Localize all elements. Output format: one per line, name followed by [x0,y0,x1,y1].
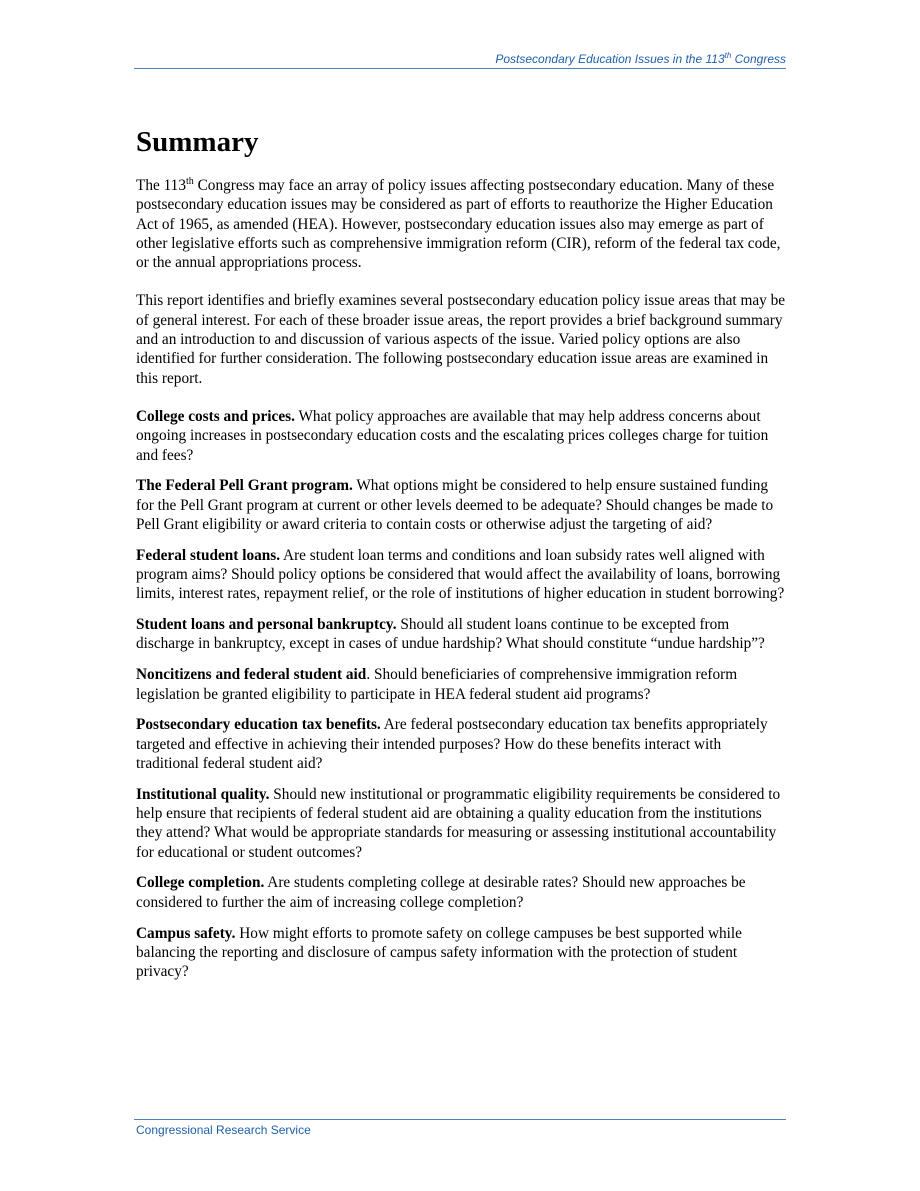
issue-text: Should all student loans continue to be excepted from discharge in bankruptcy, except in cases of undue hardship? What should constitute “undue hardship”? [136,616,765,653]
issue-paragraph [136,924,786,982]
issue-paragraph [136,785,786,862]
issue-text: Should new institutional or programmatic eligibility requirements be considered to help ensure that recipients of federal student aid are obtaining a quality education from the institutions they attend? What would be appropriate standards for measuring or assessing institutional accountability for educational or student outcomes? [136,785,781,861]
issue-paragraph [136,873,786,912]
issue-title: College costs and prices. [136,407,295,425]
intro-paragraph-1 [136,176,786,272]
summary-body [136,176,786,993]
issue-title: Institutional quality. [136,785,270,803]
issue-title: The Federal Pell Grant program. [136,477,353,495]
intro-paragraph-1-start: The 113 [136,177,186,194]
issue-text: . Should beneficiaries of comprehensive immigration reform legislation be granted eligibility to participate in HEA federal student aid programs? [136,666,738,703]
intro-paragraph-1-rest: Congress may face an array of policy issues affecting postsecondary education. Many of these postsecondary education issues may be considered as part of efforts to reauthorize the Higher Education Act of 1965, as amended (HEA). However, postsecondary education issues also may emerge as part of other legislative efforts such as comprehensive immigration reform (CIR), reform of the federal tax code, or the annual appropriations process. [136,177,781,272]
issue-paragraph [136,715,786,773]
issue-paragraph [136,546,786,604]
issue-text: How might efforts to promote safety on college campuses be best supported while balancing the reporting and disclosure of campus safety information with the protection of student privacy? [136,924,742,981]
intro-paragraph-1-superscript: th [185,175,194,187]
issue-title: Student loans and personal bankruptcy. [136,616,397,634]
issue-title: Campus safety. [136,924,236,942]
issue-paragraph [136,476,786,534]
running-header [134,52,786,67]
issue-text: Are student loan terms and conditions and loan subsidy rates well aligned with program aims? Should policy options be considered that would affect the availability of loans, borrowing limits, interest rates, repayment relief, or the role of institutions of higher education in student borrowing? [136,546,785,603]
issue-paragraph [136,407,786,465]
running-header-text: Postsecondary Education Issues in the 113 [495,52,725,66]
issue-title: College completion. [136,874,265,892]
footer-rule [134,1119,786,1120]
issue-text: What policy approaches are available that may help address concerns about ongoing increases in postsecondary education costs and the escalating prices colleges charge for tuition and fees? [136,407,769,464]
page-title: Summary [136,126,259,158]
intro-paragraph-2: This report identifies and briefly examines several postsecondary education policy issue areas that may be of general interest. For each of these broader issue areas, the report provides a brief background summary and an introduction to and discussion of various aspects of the issue. Varied policy options are also identified for further consideration. The following postsecondary education issue areas are examined in this report. [136,292,786,387]
page-footer: Congressional Research Service [136,1123,311,1137]
issue-title: Federal student loans. [136,546,281,564]
running-header-text-end: Congress [731,52,786,66]
issue-title: Postsecondary education tax benefits. [136,716,381,734]
issue-paragraph [136,615,786,654]
issue-title: Noncitizens and federal student aid [136,666,367,684]
header-rule [134,68,786,69]
issue-text: Are federal postsecondary education tax benefits appropriately targeted and effective in achieving their intended purposes? How do these benefits interact with traditional federal student aid? [136,716,768,772]
running-header-superscript: th [724,51,732,60]
issue-text: What options might be considered to help ensure sustained funding for the Pell Grant program at current or other levels deemed to be adequate? Should changes be made to Pell Grant eligibility or award criteria to contain costs or otherwise adjust the targeting of aid? [136,477,774,533]
issue-text: Are students completing college at desirable rates? Should new approaches be considered to further the aim of increasing college completion? [136,874,746,911]
issue-paragraph [136,665,786,704]
